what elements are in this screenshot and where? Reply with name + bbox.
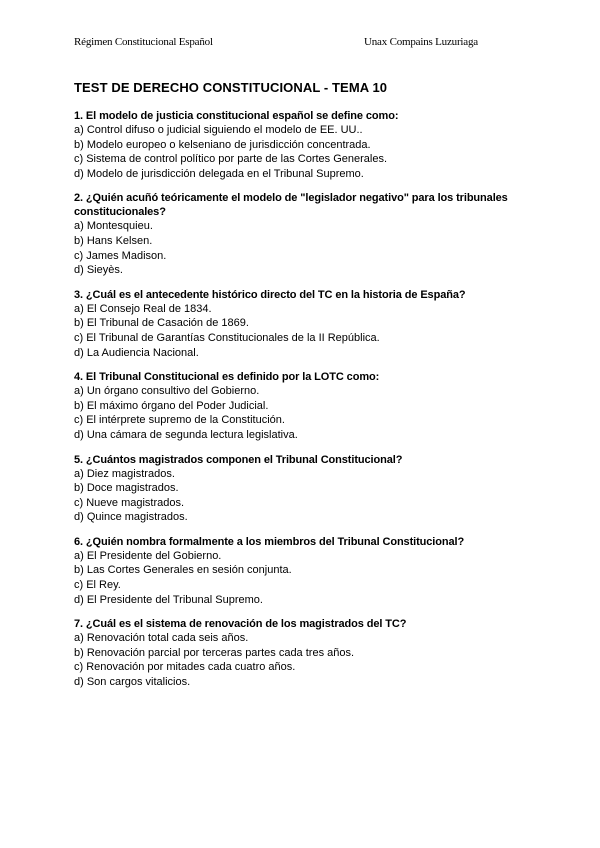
question-1-option-c: c) Sistema de control político por parte de las Cortes Generales. <box>74 153 388 166</box>
question-6-text: 6. ¿Quién nombra formalmente a los miembros del Tribunal Constitucional? <box>74 535 465 548</box>
running-header <box>74 36 514 52</box>
question-7 <box>74 617 544 689</box>
question-4-option-d: d) Una cámara de segunda lectura legislativa. <box>74 428 298 441</box>
question-1-option-d: d) Modelo de jurisdicción delegada en el Tribunal Supremo. <box>74 167 364 180</box>
question-list <box>74 109 544 700</box>
question-4-text: 4. El Tribunal Constitucional es definido por la LOTC como: <box>74 371 380 384</box>
question-7-text: 7. ¿Cuál es el sistema de renovación de los magistrados del TC? <box>74 618 407 631</box>
question-6-option-c: c) El Rey. <box>74 579 121 592</box>
document-title: TEST DE DERECHO CONSTITUCIONAL - TEMA 10 <box>74 80 388 95</box>
question-5-option-a: a) Diez magistrados. <box>74 467 175 480</box>
question-1-text: 1. El modelo de justicia constitucional español se define como: <box>74 110 399 122</box>
header-author-name: Unax Compains Luzuriaga <box>364 36 478 48</box>
question-2-option-a: a) Montesquieu. <box>74 220 153 233</box>
question-1 <box>74 109 544 181</box>
question-4-option-b: b) El máximo órgano del Poder Judicial. <box>74 399 269 412</box>
question-5-text: 5. ¿Cuántos magistrados componen el Tribunal Constitucional? <box>74 453 403 466</box>
question-2-option-d: d) Sieyès. <box>74 264 123 277</box>
question-5-option-d: d) Quince magistrados. <box>74 511 188 524</box>
question-3 <box>74 288 544 360</box>
question-7-option-c: c) Renovación por mitades cada cuatro años. <box>74 661 296 674</box>
question-3-option-d: d) La Audiencia Nacional. <box>74 346 199 359</box>
question-2-text: 2. ¿Quién acuñó teóricamente el modelo de "legislador negativo" para los tribunales constitucionales? <box>74 192 508 219</box>
question-1-option-b: b) Modelo europeo o kelseniano de jurisdicción concentrada. <box>74 138 371 151</box>
question-6-option-b: b) Las Cortes Generales en sesión conjunta. <box>74 564 292 577</box>
question-3-option-c: c) El Tribunal de Garantías Constitucionales de la II República. <box>74 331 380 344</box>
question-6-option-a: a) El Presidente del Gobierno. <box>74 549 222 562</box>
header-course-name: Régimen Constitucional Español <box>74 36 213 48</box>
question-7-option-b: b) Renovación parcial por terceras partes cada tres años. <box>74 646 355 659</box>
question-7-option-d: d) Son cargos vitalicios. <box>74 676 191 689</box>
question-6 <box>74 535 544 607</box>
question-2 <box>74 191 544 277</box>
question-3-option-b: b) El Tribunal de Casación de 1869. <box>74 317 249 330</box>
question-5-option-c: c) Nueve magistrados. <box>74 496 185 509</box>
question-4 <box>74 370 544 442</box>
question-6-option-d: d) El Presidente del Tribunal Supremo. <box>74 593 263 606</box>
question-3-option-a: a) El Consejo Real de 1834. <box>74 302 212 315</box>
question-4-option-a: a) Un órgano consultivo del Gobierno. <box>74 385 260 398</box>
question-4-option-c: c) El intérprete supremo de la Constitución. <box>74 414 285 427</box>
question-1-option-a: a) Control difuso o judicial siguiendo el modelo de EE. UU.. <box>74 124 363 136</box>
question-3-text: 3. ¿Cuál es el antecedente histórico directo del TC en la historia de España? <box>74 288 466 301</box>
question-2-option-c: c) James Madison. <box>74 249 167 262</box>
question-2-option-b: b) Hans Kelsen. <box>74 234 153 247</box>
question-5 <box>74 453 544 525</box>
question-7-option-a: a) Renovación total cada seis años. <box>74 632 249 645</box>
question-5-option-b: b) Doce magistrados. <box>74 482 179 495</box>
